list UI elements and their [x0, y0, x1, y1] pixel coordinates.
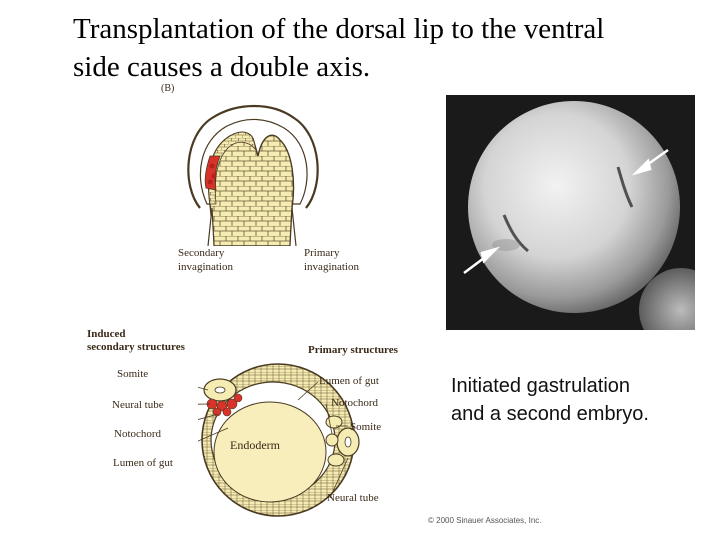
- copyright-text: © 2000 Sinauer Associates, Inc.: [428, 516, 542, 525]
- gastrula-diagram: [172, 96, 332, 246]
- induced-heading-1: Induced: [87, 328, 126, 340]
- left-label-somite: Somite: [117, 368, 149, 380]
- secondary-invagination-label-1: Secondary: [178, 247, 225, 259]
- primary-somite-lower: [328, 454, 344, 466]
- right-label-notochord: Notochord: [331, 397, 379, 409]
- left-label-lumen-of-gut: Lumen of gut: [113, 457, 173, 469]
- caption-line-2: and a second embryo.: [451, 403, 649, 425]
- endoderm-mass: [214, 402, 326, 502]
- left-label-neural-tube: Neural tube: [112, 399, 164, 411]
- slide-title: [73, 10, 693, 86]
- right-label-somite: Somite: [350, 421, 382, 433]
- embryo-photo: [446, 95, 695, 330]
- endoderm-label: Endoderm: [230, 438, 280, 452]
- slide-title-line-1: Transplantation of the dorsal lip to the ventral: [73, 13, 605, 45]
- primary-notochord: [326, 434, 338, 446]
- primary-invagination-label-1: Primary: [304, 247, 340, 259]
- caption: [451, 372, 649, 428]
- caption-line-1: Initiated gastrulation: [451, 375, 631, 397]
- induced-heading-2: secondary structures: [87, 341, 185, 353]
- panel-label: (B): [161, 83, 175, 94]
- slide-title-line-2: side causes a double axis.: [73, 51, 371, 83]
- primary-heading: Primary structures: [308, 344, 398, 356]
- secondary-invagination-label-2: invagination: [178, 261, 233, 273]
- left-label-notochord: Notochord: [114, 428, 162, 440]
- primary-invagination-label-2: invagination: [304, 261, 359, 273]
- right-label-neural-tube: Neural tube: [327, 492, 379, 504]
- right-label-lumen-of-gut: Lumen of gut: [319, 375, 379, 387]
